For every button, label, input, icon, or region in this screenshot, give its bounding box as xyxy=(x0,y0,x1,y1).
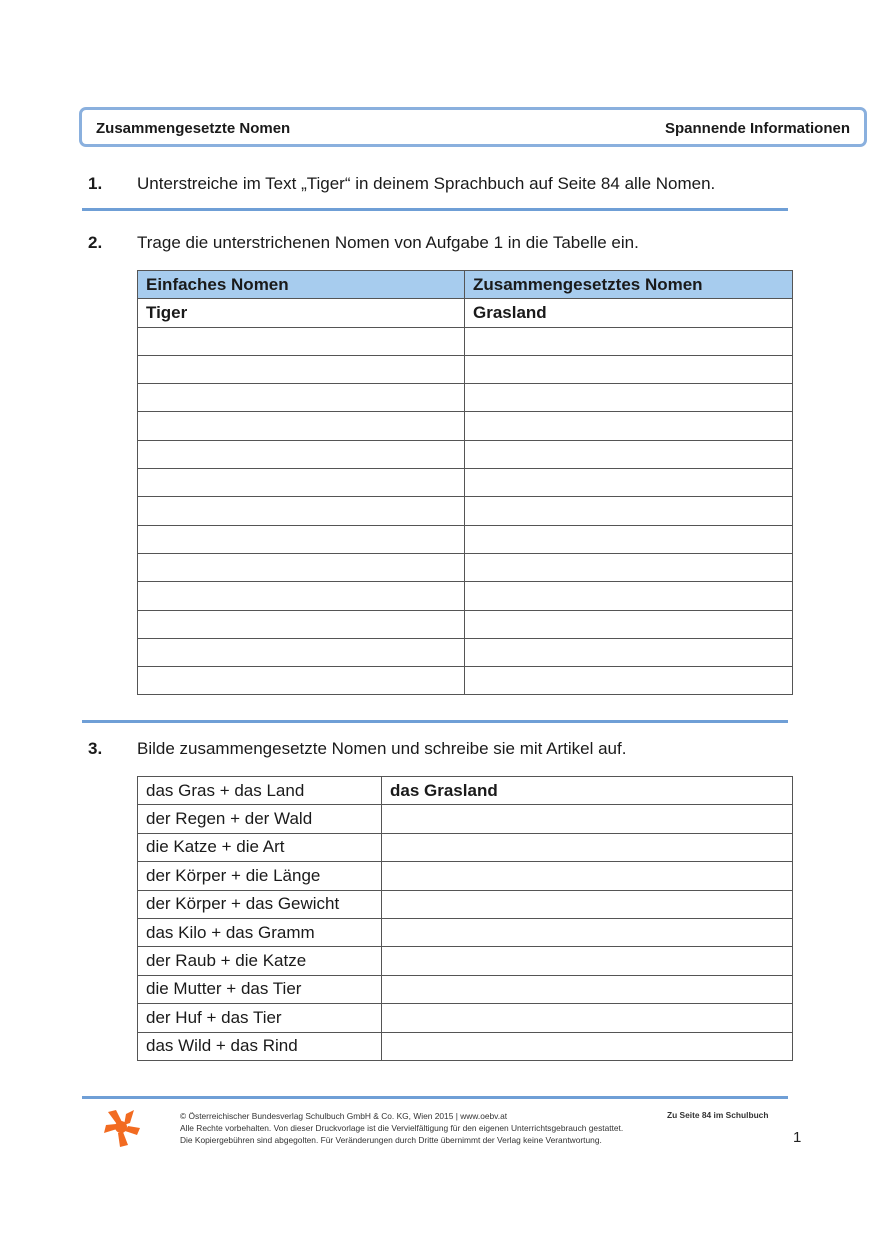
compound-table xyxy=(137,776,793,1061)
answer-cell-simple[interactable] xyxy=(138,440,465,468)
column-header-simple: Einfaches Nomen xyxy=(138,271,465,299)
table-row xyxy=(138,777,793,805)
table-row xyxy=(138,975,793,1003)
table-row xyxy=(138,1004,793,1032)
table-row xyxy=(138,355,793,383)
task-number: 2. xyxy=(88,233,103,252)
answer-cell-compound[interactable] xyxy=(465,384,793,412)
noun-pair-cell: das Kilo + das Gramm xyxy=(138,918,382,946)
table-row xyxy=(138,497,793,525)
table-row xyxy=(138,469,793,497)
table-row xyxy=(138,610,793,638)
divider xyxy=(82,208,788,211)
task-number: 3. xyxy=(88,739,103,758)
table-row xyxy=(138,384,793,412)
nouns-table xyxy=(137,270,793,695)
noun-pair-cell: der Körper + die Länge xyxy=(138,862,382,890)
table-row xyxy=(138,890,793,918)
noun-pair-cell: die Katze + die Art xyxy=(138,833,382,861)
noun-pair-cell: der Regen + der Wald xyxy=(138,805,382,833)
table-row xyxy=(138,1032,793,1060)
footer-divider xyxy=(82,1096,788,1099)
table-header-row xyxy=(138,271,793,299)
task-instruction: Trage die unterstrichenen Nomen von Aufgabe 1 in die Tabelle ein. xyxy=(137,233,639,252)
answer-cell[interactable] xyxy=(382,1004,793,1032)
table-row xyxy=(138,833,793,861)
noun-pair-cell: die Mutter + das Tier xyxy=(138,975,382,1003)
answer-cell-simple[interactable] xyxy=(138,582,465,610)
answer-cell-simple[interactable] xyxy=(138,412,465,440)
answer-cell-compound[interactable] xyxy=(465,610,793,638)
answer-cell-simple[interactable] xyxy=(138,497,465,525)
footer-line: Alle Rechte vorbehalten. Von dieser Druckvorlage ist die Vervielfältigung für den eigenen Unterrichtsgebrauch gestattet. xyxy=(180,1123,624,1133)
answer-cell-simple[interactable] xyxy=(138,638,465,666)
task-instruction: Bilde zusammengesetzte Nomen und schreibe sie mit Artikel auf. xyxy=(137,739,627,758)
answer-cell-compound[interactable] xyxy=(465,412,793,440)
noun-pair-cell: der Huf + das Tier xyxy=(138,1004,382,1032)
answer-cell-simple[interactable] xyxy=(138,327,465,355)
answer-cell-simple[interactable] xyxy=(138,525,465,553)
noun-pair-cell: der Körper + das Gewicht xyxy=(138,890,382,918)
answer-cell-simple[interactable] xyxy=(138,355,465,383)
answer-cell-simple[interactable] xyxy=(138,667,465,695)
header-title: Zusammengesetzte Nomen xyxy=(96,120,291,137)
answer-cell-simple[interactable] xyxy=(138,469,465,497)
table-row xyxy=(138,638,793,666)
table-row xyxy=(138,525,793,553)
table-row xyxy=(138,862,793,890)
noun-pair-cell: das Wild + das Rind xyxy=(138,1032,382,1060)
publisher-logo-icon xyxy=(104,1109,140,1147)
answer-cell-compound[interactable] xyxy=(465,525,793,553)
task-instruction: Unterstreiche im Text „Tiger“ in deinem Sprachbuch auf Seite 84 alle Nomen. xyxy=(137,174,716,193)
table-row xyxy=(138,553,793,581)
answer-cell-compound[interactable] xyxy=(465,638,793,666)
answer-cell-compound[interactable] xyxy=(465,440,793,468)
footer-reference: Zu Seite 84 im Schulbuch xyxy=(667,1110,769,1120)
table-row xyxy=(138,412,793,440)
answer-cell[interactable] xyxy=(382,890,793,918)
answer-cell-compound[interactable] xyxy=(465,582,793,610)
answer-cell-simple[interactable] xyxy=(138,610,465,638)
noun-pair-cell: der Raub + die Katze xyxy=(138,947,382,975)
answer-cell[interactable] xyxy=(382,975,793,1003)
answer-cell-simple[interactable] xyxy=(138,384,465,412)
answer-cell-compound[interactable] xyxy=(465,469,793,497)
answer-cell[interactable] xyxy=(382,805,793,833)
table-row xyxy=(138,918,793,946)
footer-line: Die Kopiergebühren sind abgegolten. Für Veränderungen durch Dritte übernimmt der Verlag keine Verantwortung. xyxy=(180,1135,602,1145)
table-row xyxy=(138,667,793,695)
answer-cell-compound[interactable] xyxy=(465,355,793,383)
table-row xyxy=(138,327,793,355)
footer-copyright xyxy=(180,1110,623,1146)
noun-pair-cell: das Gras + das Land xyxy=(138,777,382,805)
answer-cell-compound[interactable] xyxy=(465,553,793,581)
answer-cell-compound[interactable] xyxy=(465,497,793,525)
header-box xyxy=(79,107,867,147)
header-subtitle: Spannende Informationen xyxy=(664,120,850,137)
answer-cell-compound[interactable] xyxy=(465,667,793,695)
divider xyxy=(82,720,788,723)
answer-cell[interactable] xyxy=(382,918,793,946)
table-row xyxy=(138,805,793,833)
column-header-compound: Zusammengesetztes Nomen xyxy=(465,271,793,299)
example-simple-noun: Tiger xyxy=(138,299,465,327)
table-row xyxy=(138,299,793,327)
example-compound-noun: Grasland xyxy=(465,299,793,327)
answer-cell[interactable] xyxy=(382,833,793,861)
answer-cell-compound[interactable] xyxy=(465,327,793,355)
answer-cell-simple[interactable] xyxy=(138,553,465,581)
answer-cell[interactable] xyxy=(382,947,793,975)
table-row xyxy=(138,947,793,975)
table-row xyxy=(138,582,793,610)
page-number: 1 xyxy=(793,1129,802,1146)
answer-cell: das Grasland xyxy=(382,777,793,805)
answer-cell[interactable] xyxy=(382,1032,793,1060)
answer-cell[interactable] xyxy=(382,862,793,890)
task-number: 1. xyxy=(88,174,103,193)
table-row xyxy=(138,440,793,468)
footer-line: © Österreichischer Bundesverlag Schulbuch GmbH & Co. KG, Wien 2015 | www.oebv.at xyxy=(180,1111,508,1121)
